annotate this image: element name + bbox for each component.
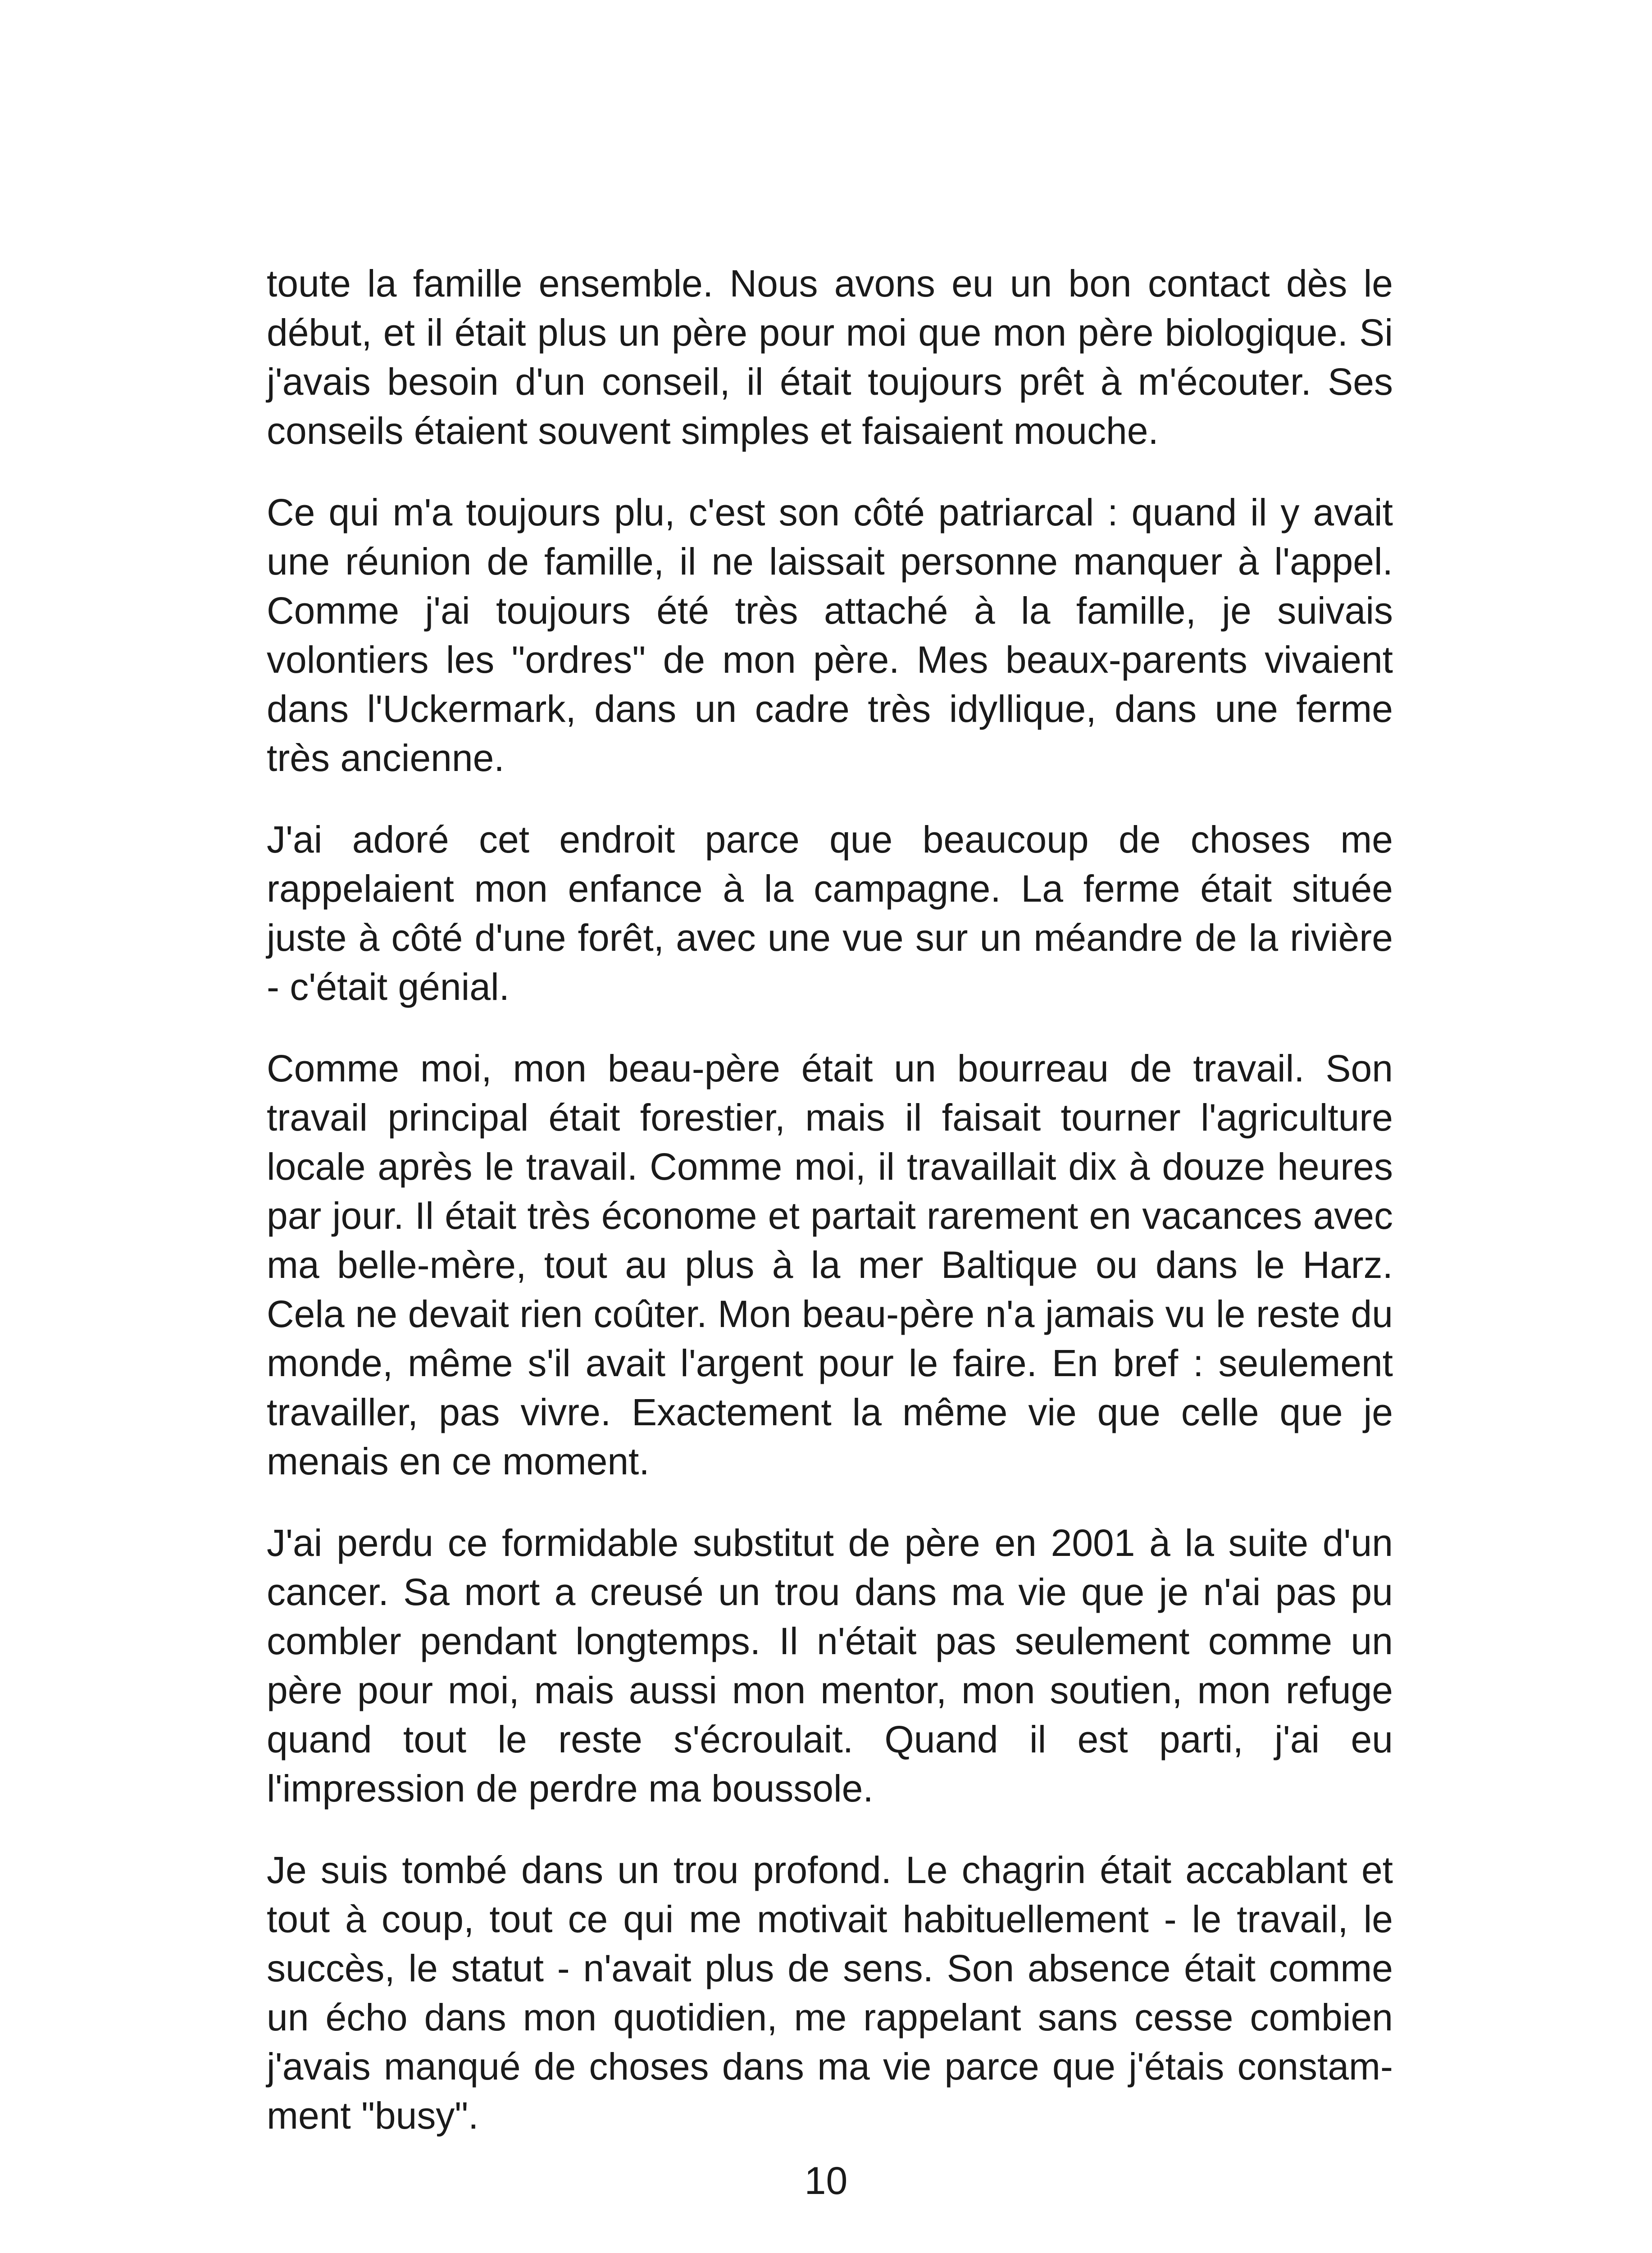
page-number: 10 (804, 2159, 848, 2203)
paragraph-2: Ce qui m'a toujours plu, c'est son côté patriarcal : quand il y avait une réunion de famille, il ne laissait personne manquer à l'appel. Comme j'ai toujours été très attaché à la famille, je suivais volontiers les "ordres" de mon père. Mes beaux-parents vivaient dans l'Uckermark, dans un cadre très idyllique, dans une ferme très ancienne. (267, 491, 1393, 779)
paragraph-4: Comme moi, mon beau-père était un bourreau de travail. Son travail principal était forestier, mais il faisait tourner l'agriculture locale après le travail. Comme moi, il travaillait dix à douze heures par jour. Il était très économe et partait rarement en vacances avec ma belle-mère, tout au plus à la mer Baltique ou dans le Harz. Cela ne devait rien coûter. Mon beau-père n'a jamais vu le reste du monde, même s'il avait l'argent pour le faire. En bref : seulement travailler, pas vivre. Exactement la même vie que celle que je menais en ce moment. (267, 1047, 1393, 1482)
paragraph-5: J'ai perdu ce formidable substitut de père en 2001 à la suite d'un cancer. Sa mort a creusé un trou dans ma vie que je n'ai pas pu combler pendant longtemps. Il n'était pas seulement comme un père pour moi, mais aussi mon mentor, mon soutien, mon refuge quand tout le reste s'écroulait. Quand il est parti, j'ai eu l'impression de perdre ma boussole. (267, 1522, 1393, 1810)
paragraph-3: J'ai adoré cet endroit parce que beaucoup de choses me rappelaient mon enfance à la campagne. La ferme était située juste à côté d'une forêt, avec une vue sur un méandre de la rivière - c'était génial. (267, 818, 1393, 1008)
paragraph-1: toute la famille ensemble. Nous avons eu un bon contact dès le début, et il était plus un père pour moi que mon père biologique. Si j'avais besoin d'un conseil, il était toujours prêt à m'écouter. Ses conseils étaient souvent simples et faisaient mouche. (267, 262, 1393, 452)
paragraph-6: Je suis tombé dans un trou profond. Le chagrin était accablant et tout à coup, tout ce qui me motivait habituellement - le travail, le succès, le statut - n'avait plus de sens. Son absence était comme un écho dans mon quotidien, me rappelant sans cesse combien j'avais manqué de choses dans ma vie parce que j'étais constamment "busy". (267, 1849, 1393, 2137)
body-text (267, 259, 1393, 2173)
